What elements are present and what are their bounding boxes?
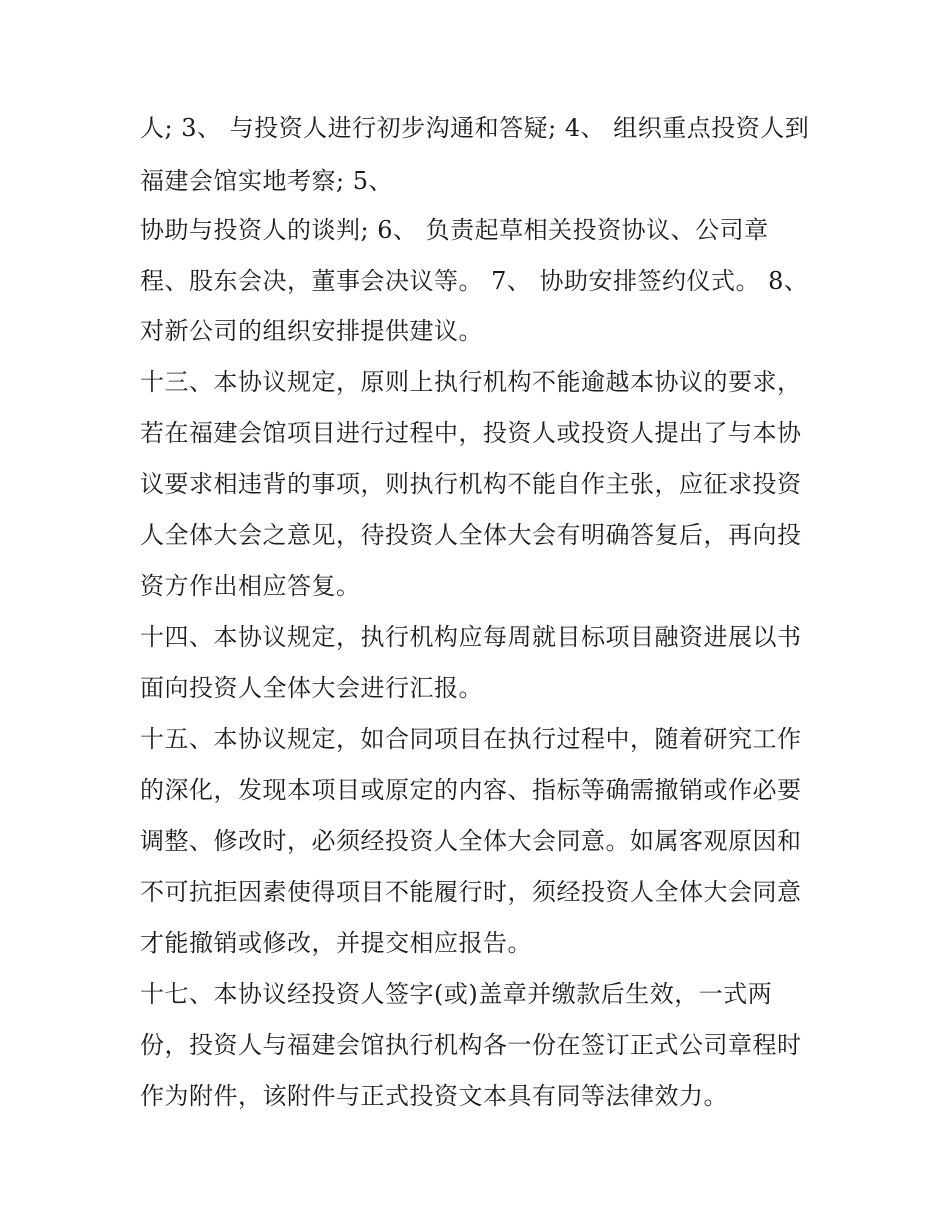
text-line: 程、股东会决，董事会决议等。 7、 协助安排签约仪式。 8、	[140, 267, 809, 295]
text-line: 十三、本协议规定，原则上执行机构不能逾越本协议的要求，	[140, 368, 802, 396]
text-line: 面向投资人全体大会进行汇报。	[140, 674, 483, 702]
text-line: 若在福建会馆项目进行过程中，投资人或投资人提出了与本协	[140, 419, 802, 447]
text-line: 十四、本协议规定，执行机构应每周就目标项目融资进展以书	[140, 623, 802, 651]
text-line: 人全体大会之意见，待投资人全体大会有明确答复后，再向投	[140, 521, 802, 549]
text-line: 议要求相违背的事项，则执行机构不能自作主张，应征求投资	[140, 470, 802, 498]
text-line: 人; 3、 与投资人进行初步沟通和答疑; 4、 组织重点投资人到	[140, 114, 810, 142]
text-line: 调整、修改时，必须经投资人全体大会同意。如属客观原因和	[140, 827, 802, 855]
text-line: 协助与投资人的谈判; 6、 负责起草相关投资协议、公司章	[140, 216, 769, 244]
text-line: 作为附件，该附件与正式投资文本具有同等法律效力。	[140, 1082, 728, 1110]
text-line: 福建会馆实地考察; 5、	[140, 167, 393, 195]
text-line: 十五、本协议规定，如合同项目在执行过程中，随着研究工作	[140, 725, 802, 753]
text-line: 对新公司的组织安排提供建议。	[140, 317, 483, 345]
text-line: 的深化，发现本项目或原定的内容、指标等确需撤销或作必要	[140, 776, 802, 804]
text-line: 才能撤销或修改，并提交相应报告。	[140, 929, 532, 957]
text-line: 十七、本协议经投资人签字(或)盖章并缴款后生效，一式两	[140, 980, 773, 1008]
text-line: 份，投资人与福建会馆执行机构各一份在签订正式公司章程时	[140, 1031, 802, 1059]
text-line: 不可抗拒因素使得项目不能履行时，须经投资人全体大会同意	[140, 878, 802, 906]
text-line: 资方作出相应答复。	[140, 572, 361, 600]
